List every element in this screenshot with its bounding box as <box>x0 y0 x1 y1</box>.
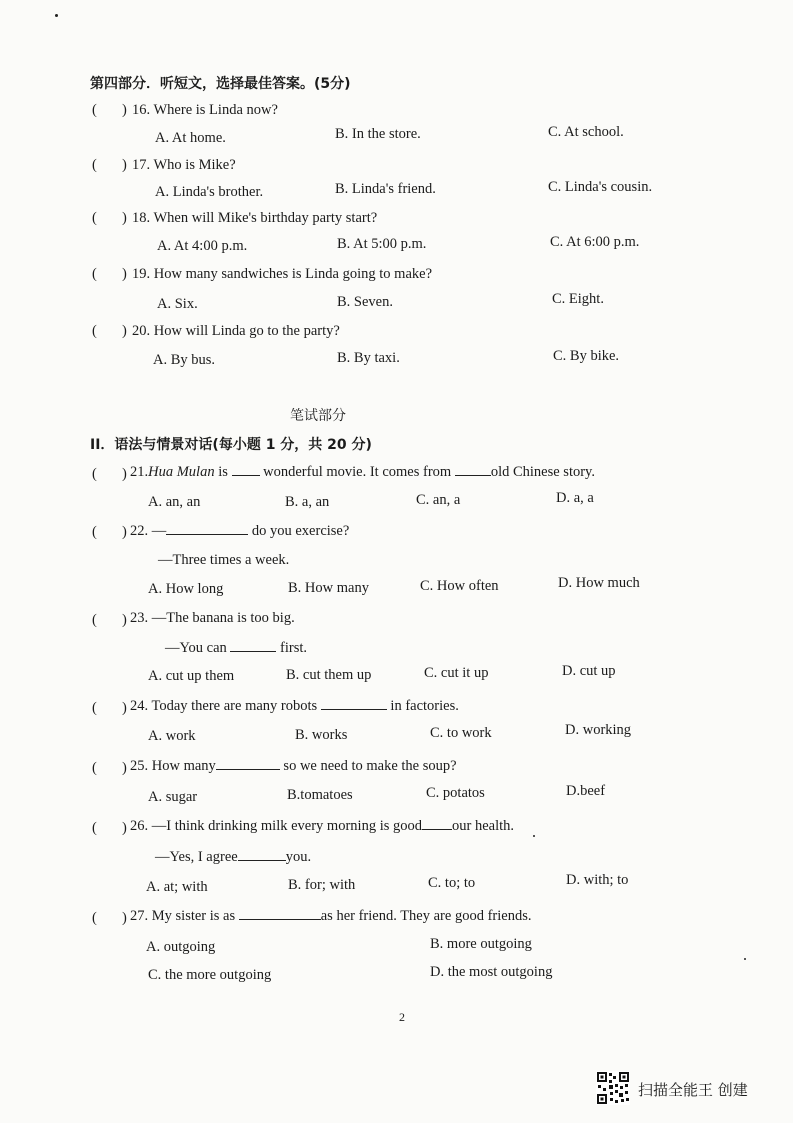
answer-blank[interactable] <box>166 522 248 535</box>
answer-paren-close: ) <box>122 266 127 282</box>
option-b: B. Seven. <box>337 294 393 310</box>
option-b: B. How many <box>288 580 369 596</box>
option-a: A. sugar <box>148 789 198 805</box>
question-number: 21. <box>130 464 149 480</box>
answer-paren-open[interactable]: ( <box>92 612 97 628</box>
answer-paren-close: ) <box>122 466 127 482</box>
question-number: 25. <box>130 758 149 774</box>
option-c: C. to work <box>430 725 492 741</box>
section2-title: II．语法与情景对话(每小题 1 分，共 20 分) <box>90 437 372 453</box>
option-c: C. potatos <box>426 785 485 801</box>
answer-blank[interactable] <box>232 463 260 476</box>
answer-paren-open[interactable]: ( <box>92 102 97 118</box>
option-a: A. at; with <box>146 879 208 895</box>
question-number: 23. — <box>130 610 167 626</box>
question-number: 26. — <box>130 818 167 834</box>
question-text: our health. <box>452 818 515 834</box>
answer-paren-close: ) <box>122 524 127 540</box>
answer-paren-open[interactable]: ( <box>92 524 97 540</box>
option-c: C. How often <box>420 578 499 594</box>
option-a: A. By bus. <box>153 352 216 368</box>
option-c: C. an, a <box>416 492 461 508</box>
question-number: 22. — <box>130 523 167 539</box>
dialog-reply: —Yes, I agree <box>155 849 238 865</box>
option-d: D. cut up <box>562 663 616 679</box>
option-c: C. the more outgoing <box>148 967 272 983</box>
option-b: B. cut them up <box>286 667 372 683</box>
question-text: in factories. <box>386 698 459 714</box>
answer-paren-close: ) <box>122 820 127 836</box>
dialog-reply: you. <box>285 849 312 865</box>
option-b: B. In the store. <box>335 126 421 142</box>
option-c: C. Linda's cousin. <box>548 179 653 195</box>
option-b: B. By taxi. <box>337 350 400 366</box>
option-b: B. At 5:00 p.m. <box>337 236 427 252</box>
answer-blank[interactable] <box>238 848 286 861</box>
option-d: D. working <box>565 722 632 738</box>
answer-paren-open[interactable]: ( <box>92 700 97 716</box>
answer-blank[interactable] <box>239 907 321 920</box>
written-part-heading: 笔试部分 <box>290 408 346 424</box>
option-c: C. At 6:00 p.m. <box>550 234 640 250</box>
question-text: How many <box>148 758 216 774</box>
question-text: Where is Linda now? <box>153 102 278 118</box>
option-a: A. outgoing <box>146 939 216 955</box>
option-b: B. for; with <box>288 877 356 893</box>
answer-paren-open[interactable]: ( <box>92 210 97 226</box>
answer-paren-close: ) <box>122 700 127 716</box>
answer-paren-open[interactable]: ( <box>92 323 97 339</box>
answer-paren-open[interactable]: ( <box>92 910 97 926</box>
question-text: How will Linda go to the party? <box>153 323 340 339</box>
option-d: D. the most outgoing <box>430 964 553 980</box>
answer-paren-close: ) <box>122 612 127 628</box>
dialog-reply: first. <box>276 640 308 656</box>
option-a: A. Linda's brother. <box>155 184 264 200</box>
answer-paren-close: ) <box>122 323 127 339</box>
question-number: 16. <box>132 102 151 118</box>
answer-paren-close: ) <box>122 210 127 226</box>
scan-speck <box>533 835 535 837</box>
question-text: is <box>214 464 232 480</box>
option-c: C. cut it up <box>424 665 489 681</box>
dialog-reply: —Three times a week. <box>158 552 290 568</box>
answer-blank[interactable] <box>216 757 280 770</box>
part4-title: 第四部分．听短文，选择最佳答案。(5分) <box>90 76 351 92</box>
option-a: A. At 4:00 p.m. <box>157 238 248 254</box>
question-number: 18. <box>132 210 151 226</box>
answer-paren-close: ) <box>122 760 127 776</box>
question-text: My sister is as <box>148 908 239 924</box>
option-a: A. How long <box>148 581 224 597</box>
answer-blank[interactable] <box>230 639 276 652</box>
qr-code-icon <box>596 1071 630 1105</box>
question-number: 19. <box>132 266 151 282</box>
question-text: I think drinking milk every morning is good <box>166 818 422 834</box>
question-text: How many sandwiches is Linda going to make? <box>153 266 433 282</box>
option-d: D. How much <box>558 575 640 591</box>
answer-blank[interactable] <box>321 697 387 710</box>
answer-paren-close: ) <box>122 102 127 118</box>
question-number: 24. <box>130 698 149 714</box>
option-a: A. At home. <box>155 130 226 146</box>
question-text: Who is Mike? <box>153 157 236 173</box>
scan-speck <box>55 14 58 17</box>
option-d: D. with; to <box>566 872 629 888</box>
question-number: 20. <box>132 323 151 339</box>
answer-paren-open[interactable]: ( <box>92 466 97 482</box>
scanner-watermark: 扫描全能王 创建 <box>638 1081 748 1099</box>
answer-paren-open[interactable]: ( <box>92 820 97 836</box>
question-text: wonderful movie. It comes from <box>259 464 455 480</box>
question-text: as her friend. They are good friends. <box>320 908 532 924</box>
answer-paren-open[interactable]: ( <box>92 760 97 776</box>
dialog-reply: —You can <box>165 640 231 656</box>
option-b: B. works <box>295 727 348 743</box>
movie-title: Hua Mulan <box>148 464 215 480</box>
option-b: B.tomatoes <box>287 787 353 803</box>
answer-blank[interactable] <box>455 463 491 476</box>
answer-blank[interactable] <box>422 817 452 830</box>
question-text: old Chinese story. <box>490 464 595 480</box>
scan-speck <box>744 958 746 960</box>
question-number: 17. <box>132 157 151 173</box>
option-a: A. cut up them <box>148 668 235 684</box>
option-b: B. a, an <box>285 494 330 510</box>
question-number: 27. <box>130 908 149 924</box>
question-text: Today there are many robots <box>148 698 321 714</box>
option-b: B. more outgoing <box>430 936 532 952</box>
option-c: C. By bike. <box>553 348 620 364</box>
answer-paren-open[interactable]: ( <box>92 266 97 282</box>
option-a: A. an, an <box>148 494 201 510</box>
answer-paren-close: ) <box>122 910 127 926</box>
option-c: C. to; to <box>428 875 476 891</box>
question-text: The banana is too big. <box>166 610 295 626</box>
option-c: C. Eight. <box>552 291 604 307</box>
page-number: 2 <box>399 1010 405 1024</box>
answer-paren-open[interactable]: ( <box>92 157 97 173</box>
option-c: C. At school. <box>548 124 624 140</box>
option-d: D.beef <box>566 783 606 799</box>
option-b: B. Linda's friend. <box>335 181 436 197</box>
question-text: do you exercise? <box>248 523 350 539</box>
question-text: When will Mike's birthday party start? <box>153 210 378 226</box>
answer-paren-close: ) <box>122 157 127 173</box>
option-d: D. a, a <box>556 490 594 506</box>
option-a: A. Six. <box>157 296 198 312</box>
option-a: A. work <box>148 728 196 744</box>
question-text: so we need to make the soup? <box>279 758 457 774</box>
